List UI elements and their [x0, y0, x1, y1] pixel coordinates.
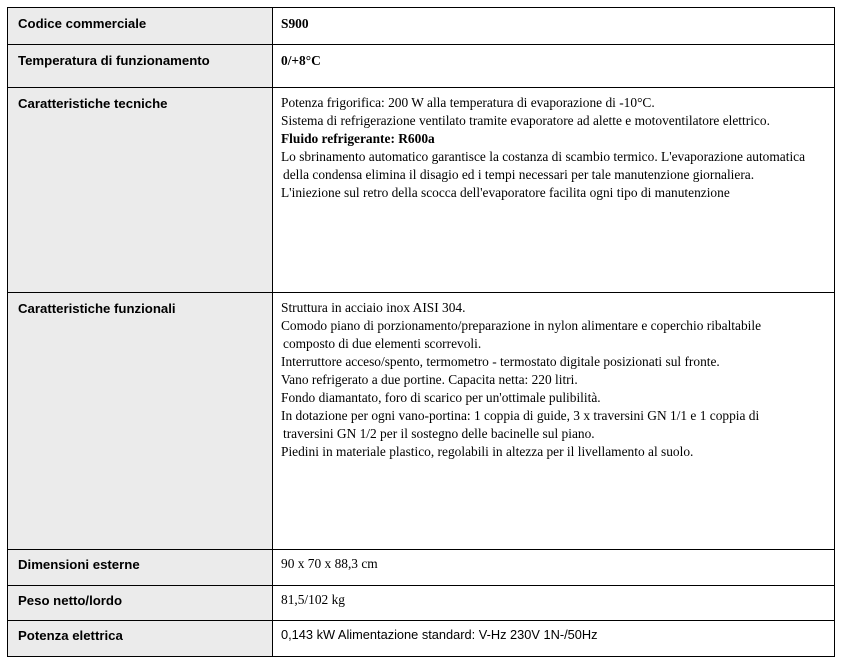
spec-value: 0/+8°C [273, 45, 835, 88]
spec-text-line: Vano refrigerato a due portine. Capacita netta: 220 litri. [281, 372, 578, 387]
spec-text-line: Interruttore acceso/spento, termometro - termostato digitale posizionati sul fronte. [281, 354, 720, 369]
spec-row-codice-commerciale [8, 8, 835, 45]
spec-text-line: Fondo diamantato, foro di scarico per un'ottimale pulibilità. [281, 390, 601, 405]
spec-label: Peso netto/lordo [8, 586, 273, 621]
product-spec-table [7, 7, 835, 657]
spec-label: Caratteristiche tecniche [8, 88, 273, 293]
spec-text-line: composto di due elementi scorrevoli. [283, 336, 482, 351]
spec-text-line: Sistema di refrigerazione ventilato tramite evaporatore ad alette e motoventilatore elettrico. [281, 113, 770, 128]
spec-row-dimensioni [8, 550, 835, 586]
spec-text-line: della condensa elimina il disagio ed i tempi necessari per tale manutenzione giornaliera. [283, 167, 755, 182]
spec-text-line: L'iniezione sul retro della scocca dell'evaporatore facilita ogni tipo di manutenzione [281, 185, 730, 200]
spec-text-line: Piedini in materiale plastico, regolabili in altezza per il livellamento al suolo. [281, 444, 694, 459]
spec-value-block [273, 293, 835, 550]
spec-label: Caratteristiche funzionali [8, 293, 273, 550]
spec-text-line: In dotazione per ogni vano-portina: 1 coppia di guide, 3 x traversini GN 1/1 e 1 coppia di [281, 408, 760, 423]
spec-text-line: Lo sbrinamento automatico garantisce la costanza di scambio termico. L'evaporazione automatica [281, 149, 806, 164]
spec-text-line: Struttura in acciaio inox AISI 304. [281, 300, 466, 315]
spec-text-line: Potenza frigorifica: 200 W alla temperatura di evaporazione di -10°C. [281, 95, 655, 110]
spec-text-line: traversini GN 1/2 per il sostegno delle bacinelle sul piano. [283, 426, 595, 441]
spec-text-line: 0,143 kW Alimentazione standard: V-Hz 230V 1N-/50Hz [281, 627, 598, 642]
spec-value: S900 [273, 8, 835, 45]
spec-label: Codice commerciale [8, 8, 273, 45]
spec-label: Temperatura di funzionamento [8, 45, 273, 88]
spec-row-caratteristiche-funzionali [8, 293, 835, 550]
spec-row-caratteristiche-tecniche [8, 88, 835, 293]
spec-text-line-refrigerant: Fluido refrigerante: R600a [281, 131, 435, 146]
spec-value: 81,5/102 kg [273, 586, 835, 621]
spec-row-temperatura [8, 45, 835, 88]
spec-text-line: Comodo piano di porzionamento/preparazione in nylon alimentare e coperchio ribaltabile [281, 318, 762, 333]
spec-value: 90 x 70 x 88,3 cm [273, 550, 835, 586]
spec-value-block [273, 88, 835, 293]
spec-row-potenza-elettrica [8, 621, 835, 657]
spec-value [273, 621, 835, 657]
spec-row-peso [8, 586, 835, 621]
spec-label: Potenza elettrica [8, 621, 273, 657]
spec-label: Dimensioni esterne [8, 550, 273, 586]
